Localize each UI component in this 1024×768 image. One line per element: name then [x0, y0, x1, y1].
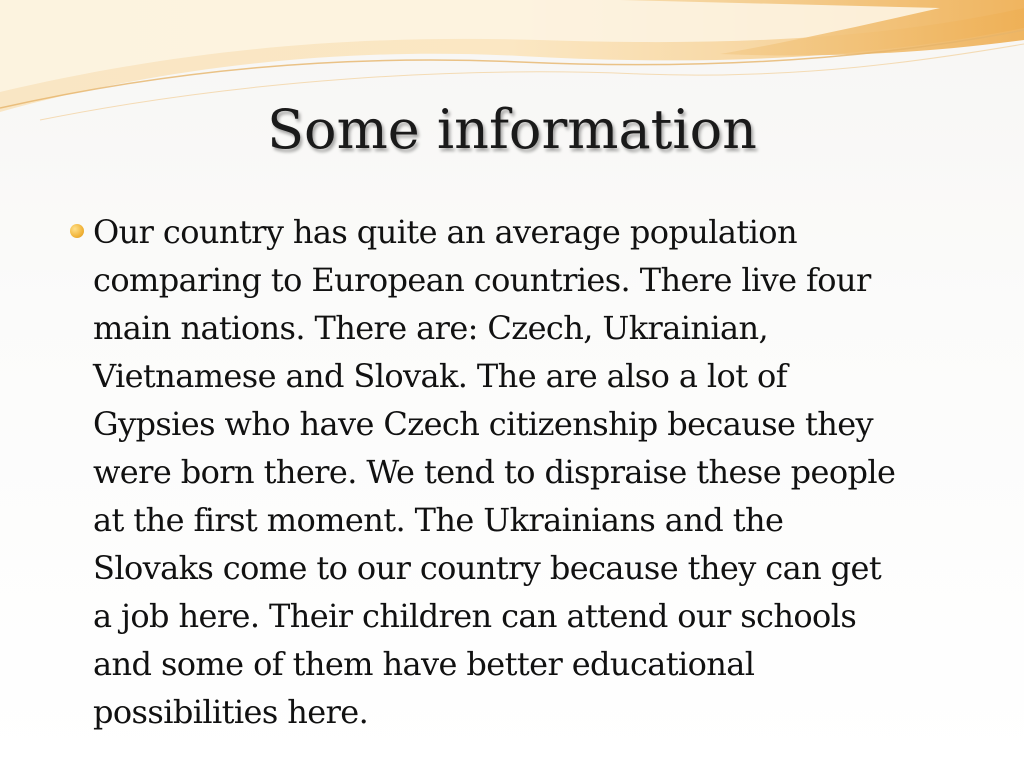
paragraph-line: at the first moment. The Ukrainians and the: [93, 501, 784, 539]
paragraph-line: a job here. Their children can attend our schools: [93, 597, 857, 635]
bullet-item: [93, 208, 973, 736]
paragraph-line: main nations. There are: Czech, Ukrainian,: [93, 309, 769, 347]
bullet-list: [93, 208, 973, 736]
bullet-icon: [70, 224, 84, 238]
paragraph-line: and some of them have better educational: [93, 645, 755, 683]
paragraph-line: comparing to European countries. There live four: [93, 261, 871, 299]
paragraph-line: possibilities here.: [93, 693, 369, 731]
paragraph-line: were born there. We tend to dispraise these people: [93, 453, 896, 491]
slide-title: Some information: [267, 98, 757, 161]
paragraph-line: Our country has quite an average population: [93, 213, 797, 251]
paragraph-line: Gypsies who have Czech citizenship because they: [93, 405, 874, 443]
paragraph-line: Vietnamese and Slovak. The are also a lot of: [93, 357, 787, 395]
paragraph-line: Slovaks come to our country because they can get: [93, 549, 882, 587]
